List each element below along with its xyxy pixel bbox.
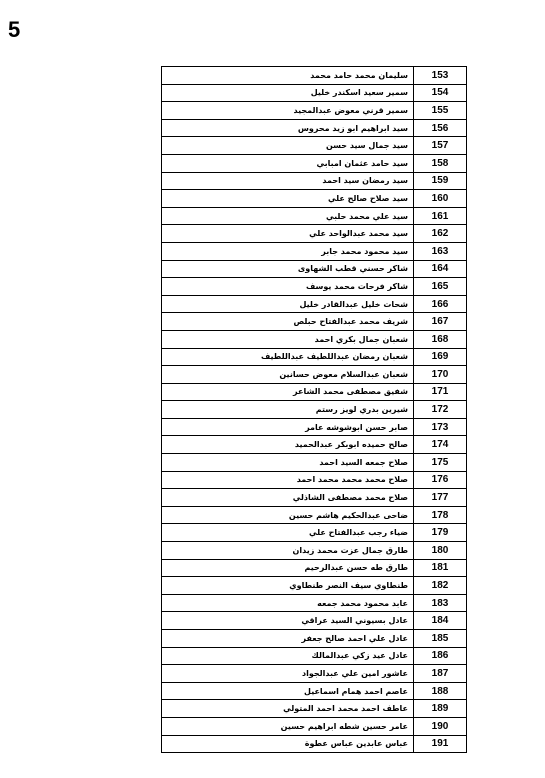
page-number: 5 bbox=[8, 17, 21, 42]
table-row bbox=[162, 630, 467, 648]
row-number-cell: 165 bbox=[414, 278, 467, 296]
person-name-cell: شريف محمد عبدالفتاح حبلص bbox=[162, 313, 414, 331]
table-row bbox=[162, 542, 467, 560]
table-row bbox=[162, 84, 467, 102]
row-number-cell: 185 bbox=[414, 630, 467, 648]
row-number-cell: 184 bbox=[414, 612, 467, 630]
row-number-cell: 191 bbox=[414, 735, 467, 753]
row-number-cell: 181 bbox=[414, 559, 467, 577]
person-name-cell: شعبان رمضان عبداللطيف عبداللطيف bbox=[162, 348, 414, 366]
table-row bbox=[162, 383, 467, 401]
table-row bbox=[162, 559, 467, 577]
person-name-cell: صلاح محمد مصطفى الشاذلي bbox=[162, 489, 414, 507]
person-name-cell: عامر حسين شطه ابراهيم حسين bbox=[162, 717, 414, 735]
person-name-cell: ضياء رجب عبدالفتاح علي bbox=[162, 524, 414, 542]
row-number-cell: 178 bbox=[414, 506, 467, 524]
person-name-cell: سيد علي محمد حلبي bbox=[162, 207, 414, 225]
row-number-cell: 174 bbox=[414, 436, 467, 454]
table-row bbox=[162, 665, 467, 683]
row-number-cell: 175 bbox=[414, 454, 467, 472]
person-name-cell: شعبان جمال بكري احمد bbox=[162, 330, 414, 348]
row-number-cell: 176 bbox=[414, 471, 467, 489]
person-name-cell: شحات خليل عبدالقادر خليل bbox=[162, 295, 414, 313]
table-row bbox=[162, 102, 467, 120]
table-row bbox=[162, 278, 467, 296]
row-number-cell: 156 bbox=[414, 119, 467, 137]
names-table-body bbox=[162, 67, 467, 753]
table-row bbox=[162, 225, 467, 243]
row-number-cell: 158 bbox=[414, 154, 467, 172]
table-row bbox=[162, 67, 467, 85]
row-number-cell: 179 bbox=[414, 524, 467, 542]
person-name-cell: عادل علي احمد صالح جعفر bbox=[162, 630, 414, 648]
person-name-cell: شفيق مصطفى محمد الشاعر bbox=[162, 383, 414, 401]
table-row bbox=[162, 207, 467, 225]
table-row bbox=[162, 348, 467, 366]
names-table bbox=[161, 66, 467, 753]
person-name-cell: شاكر حسني قطب الشهاوى bbox=[162, 260, 414, 278]
person-name-cell: عادل بسيوني السيد عراقي bbox=[162, 612, 414, 630]
table-row bbox=[162, 242, 467, 260]
person-name-cell: سيد صلاح صالح علي bbox=[162, 190, 414, 208]
table-row bbox=[162, 506, 467, 524]
person-name-cell: ضاحى عبدالحكيم هاشم حسين bbox=[162, 506, 414, 524]
person-name-cell: شاكر فرحات محمد يوسف bbox=[162, 278, 414, 296]
row-number-cell: 163 bbox=[414, 242, 467, 260]
table-row bbox=[162, 119, 467, 137]
row-number-cell: 157 bbox=[414, 137, 467, 155]
row-number-cell: 161 bbox=[414, 207, 467, 225]
row-number-cell: 171 bbox=[414, 383, 467, 401]
row-number-cell: 183 bbox=[414, 594, 467, 612]
person-name-cell: عادل عيد زكي عبدالمالك bbox=[162, 647, 414, 665]
table-row bbox=[162, 401, 467, 419]
table-row bbox=[162, 454, 467, 472]
row-number-cell: 182 bbox=[414, 577, 467, 595]
row-number-cell: 189 bbox=[414, 700, 467, 718]
person-name-cell: عاصم احمد همام اسماعيل bbox=[162, 682, 414, 700]
person-name-cell: عباس عابدين عباس عطوة bbox=[162, 735, 414, 753]
table-row bbox=[162, 524, 467, 542]
person-name-cell: طارق طه حسن عبدالرحيم bbox=[162, 559, 414, 577]
table-row bbox=[162, 313, 467, 331]
table-row bbox=[162, 154, 467, 172]
row-number-cell: 168 bbox=[414, 330, 467, 348]
row-number-cell: 153 bbox=[414, 67, 467, 85]
table-row bbox=[162, 366, 467, 384]
table-row bbox=[162, 700, 467, 718]
table-row bbox=[162, 682, 467, 700]
row-number-cell: 166 bbox=[414, 295, 467, 313]
table-row bbox=[162, 190, 467, 208]
person-name-cell: سيد رمضان سيد احمد bbox=[162, 172, 414, 190]
row-number-cell: 164 bbox=[414, 260, 467, 278]
table-row bbox=[162, 471, 467, 489]
person-name-cell: سمير سعيد اسكندر خليل bbox=[162, 84, 414, 102]
person-name-cell: سيد حامد عثمان امبابي bbox=[162, 154, 414, 172]
table-row bbox=[162, 295, 467, 313]
person-name-cell: عابد محمود محمد جمعه bbox=[162, 594, 414, 612]
row-number-cell: 172 bbox=[414, 401, 467, 419]
person-name-cell: سليمان محمد حامد محمد bbox=[162, 67, 414, 85]
row-number-cell: 170 bbox=[414, 366, 467, 384]
table-row bbox=[162, 436, 467, 454]
row-number-cell: 159 bbox=[414, 172, 467, 190]
table-row bbox=[162, 647, 467, 665]
table-row bbox=[162, 172, 467, 190]
row-number-cell: 162 bbox=[414, 225, 467, 243]
table-row bbox=[162, 137, 467, 155]
person-name-cell: طارق جمال عزت محمد زيدان bbox=[162, 542, 414, 560]
row-number-cell: 173 bbox=[414, 418, 467, 436]
table-row bbox=[162, 612, 467, 630]
person-name-cell: سيد محمود محمد جابر bbox=[162, 242, 414, 260]
table-row bbox=[162, 735, 467, 753]
person-name-cell: عاطف احمد محمد احمد المتولي bbox=[162, 700, 414, 718]
row-number-cell: 155 bbox=[414, 102, 467, 120]
table-row bbox=[162, 489, 467, 507]
person-name-cell: شعبان عبدالسلام معوض حسانين bbox=[162, 366, 414, 384]
row-number-cell: 154 bbox=[414, 84, 467, 102]
table-row bbox=[162, 330, 467, 348]
person-name-cell: صلاح جمعه السيد احمد bbox=[162, 454, 414, 472]
person-name-cell: سمير قرني معوض عبدالمجيد bbox=[162, 102, 414, 120]
person-name-cell: عاشور امين علي عبدالجواد bbox=[162, 665, 414, 683]
row-number-cell: 190 bbox=[414, 717, 467, 735]
row-number-cell: 186 bbox=[414, 647, 467, 665]
table-row bbox=[162, 260, 467, 278]
table-row bbox=[162, 418, 467, 436]
person-name-cell: سيد جمال سيد حسن bbox=[162, 137, 414, 155]
row-number-cell: 160 bbox=[414, 190, 467, 208]
person-name-cell: صالح حميده ابوبكر عبدالحميد bbox=[162, 436, 414, 454]
row-number-cell: 180 bbox=[414, 542, 467, 560]
person-name-cell: سيد محمد عبدالواحد علي bbox=[162, 225, 414, 243]
person-name-cell: سيد ابراهيم ابو زيد محروس bbox=[162, 119, 414, 137]
row-number-cell: 169 bbox=[414, 348, 467, 366]
row-number-cell: 177 bbox=[414, 489, 467, 507]
person-name-cell: صلاح محمد محمد محمد احمد bbox=[162, 471, 414, 489]
row-number-cell: 167 bbox=[414, 313, 467, 331]
person-name-cell: صابر حسن ابوشوشه عامر bbox=[162, 418, 414, 436]
row-number-cell: 188 bbox=[414, 682, 467, 700]
table-row bbox=[162, 577, 467, 595]
table-row bbox=[162, 717, 467, 735]
table-row bbox=[162, 594, 467, 612]
row-number-cell: 187 bbox=[414, 665, 467, 683]
person-name-cell: طنطاوي سيف النصر طنطاوي bbox=[162, 577, 414, 595]
person-name-cell: شيرين بدري لويز رستم bbox=[162, 401, 414, 419]
